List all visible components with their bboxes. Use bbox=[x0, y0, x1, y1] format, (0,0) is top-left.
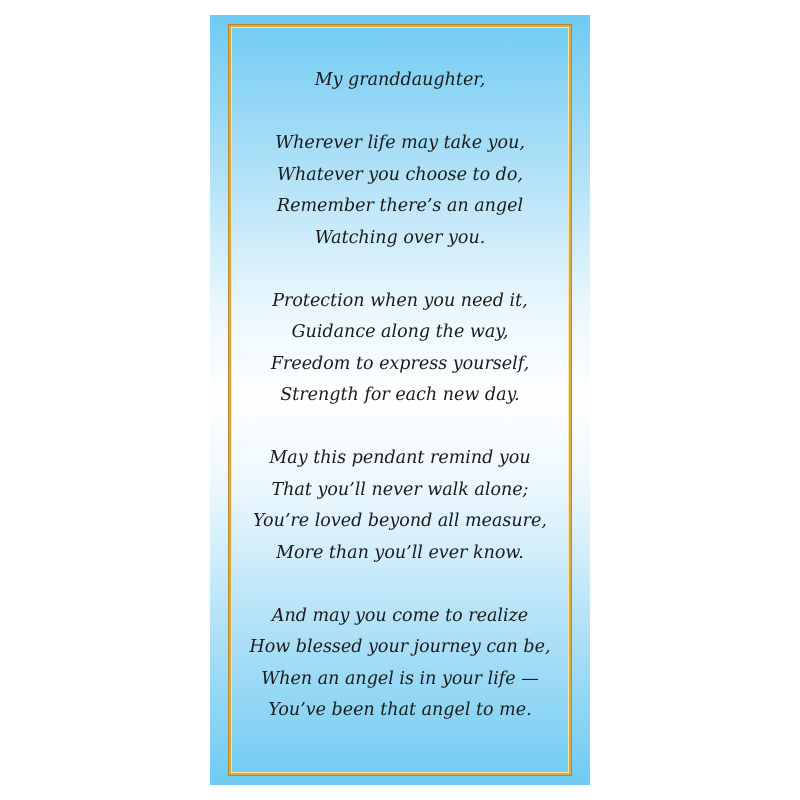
poem-line: You’re loved beyond all measure, bbox=[253, 511, 547, 531]
poem-line: Wherever life may take you, bbox=[275, 133, 525, 153]
poem-line: Whatever you choose to do, bbox=[277, 164, 523, 185]
poem-line: Remember there’s an angel bbox=[276, 196, 524, 216]
poem-line: Protection when you need it, bbox=[272, 290, 528, 311]
poem-line: Strength for each new day. bbox=[280, 385, 520, 405]
poem-line: More than you’ll ever know. bbox=[276, 542, 524, 563]
poem-card bbox=[210, 15, 590, 785]
poem-line: That you’ll never walk alone; bbox=[271, 479, 529, 500]
poem-line: Guidance along the way, bbox=[291, 322, 509, 342]
stanza-3 bbox=[210, 443, 590, 569]
poem-line: Watching over you. bbox=[314, 227, 486, 248]
poem-text bbox=[210, 65, 590, 727]
stanza-gap bbox=[210, 254, 590, 286]
poem-line: May this pendant remind you bbox=[269, 448, 531, 468]
stanza-gap bbox=[210, 97, 590, 129]
stanza-gap bbox=[210, 412, 590, 444]
poem-line: When an angel is in your life — bbox=[261, 668, 539, 689]
stanza-gap bbox=[210, 569, 590, 601]
poem-line: Freedom to express yourself, bbox=[270, 353, 530, 374]
stanza-1 bbox=[210, 128, 590, 254]
poem-line: You’ve been that angel to me. bbox=[268, 700, 532, 720]
poem-line: How blessed your journey can be, bbox=[249, 637, 551, 657]
stanza-4 bbox=[210, 601, 590, 727]
poem-greeting: My granddaughter, bbox=[314, 70, 486, 90]
poem-line: And may you come to realize bbox=[271, 605, 529, 626]
stanza-2 bbox=[210, 286, 590, 412]
